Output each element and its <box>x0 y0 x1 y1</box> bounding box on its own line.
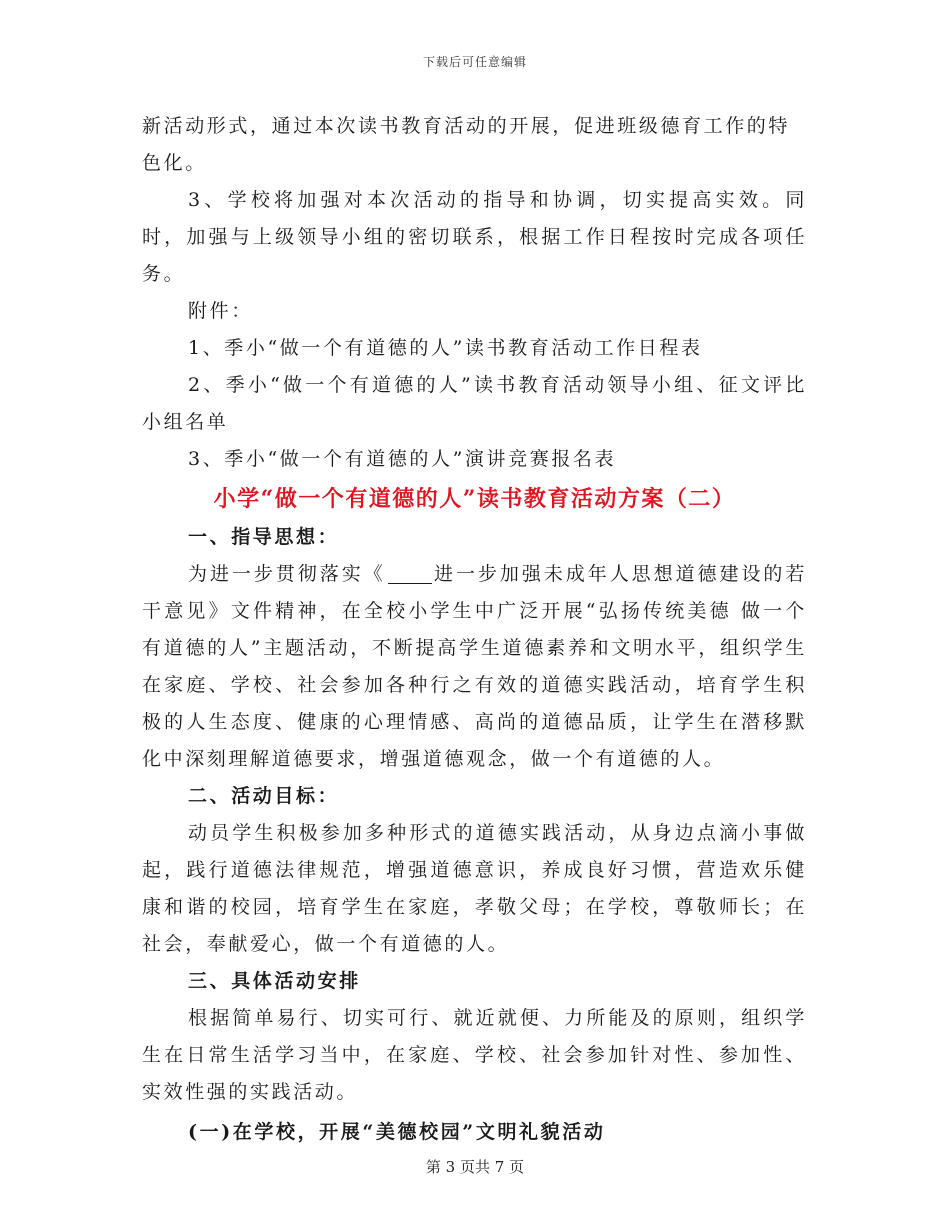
attachment-item: 3、季小“做一个有道德的人”演讲竞赛报名表 <box>188 448 617 470</box>
body-text: 进一步加强未成年人思想道德建设的若干意见》文件精神，在全校小学生中广泛开展“弘扬传统美德 做一个有道德的人”主题活动，不断提高学生道德素养和文明水平，组织学生在家庭、学校、社会参加各种行之有效的道德实践活动，培育学生积极的人生态度、健康的心理情感、高尚的道德品质，让学生在潜移默化中深刻理解道德要求，增强道德观念，做一个有道德的人。 <box>142 563 807 770</box>
page-header: 下载后可任意编辑 <box>422 55 527 69</box>
paragraph-item-3: 3、学校将加强对本次活动的指导和协调，切实提高实效。同时，加强与上级领导小组的密切联系，根据工作日程按时完成各项任务。 <box>142 189 807 285</box>
paragraph-line: 色化。 <box>142 152 207 174</box>
attachment-item: 1、季小“做一个有道德的人”读书教育活动工作日程表 <box>188 337 703 359</box>
page-footer: 第 3 页共 7 页 <box>425 1158 525 1176</box>
attachment-label: 附件： <box>188 300 253 322</box>
section-heading: 一、指导思想： <box>188 526 340 548</box>
subsection-heading: (一)在学校，开展“美德校园”文明礼貌活动 <box>188 1121 606 1143</box>
section-heading: 二、活动目标： <box>188 785 340 807</box>
section-heading: 三、具体活动安排 <box>188 970 361 992</box>
attachment-item: 2、季小“做一个有道德的人”读书教育活动领导小组、征文评比小组名单 <box>142 374 807 433</box>
document-title: 小学“做一个有道德的人”读书教育活动方案（二） <box>213 486 736 512</box>
paragraph-continued <box>142 108 807 182</box>
blank-underline <box>388 565 432 584</box>
section-body: 根据简单易行、切实可行、就近就便、力所能及的原则，组织学生在日常生活学习当中，在家庭、学校、社会参加针对性、参加性、实效性强的实践活动。 <box>142 1007 807 1103</box>
section-body: 动员学生积极参加多种形式的道德实践活动，从身边点滴小事做起，践行道德法律规范，增强道德意识，养成良好习惯，营造欢乐健康和谐的校园，培育学生在家庭，孝敬父母；在学校，尊敬师长；在社会，奉献爱心，做一个有道德的人。 <box>142 822 807 955</box>
paragraph-line: 新活动形式，通过本次读书教育活动的开展，促进班级德育工作的特 <box>142 115 791 137</box>
body-text: 为进一步贯彻落实《 <box>188 563 386 585</box>
document-body <box>142 108 807 1151</box>
section-body <box>142 556 807 778</box>
